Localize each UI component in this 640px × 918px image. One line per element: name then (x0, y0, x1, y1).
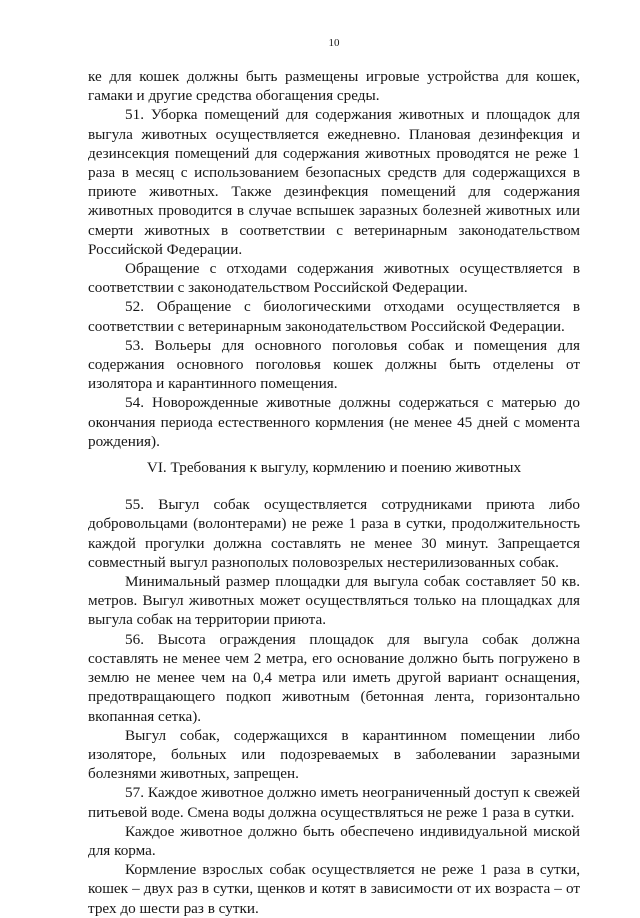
paragraph-item-57: 57. Каждое животное должно иметь неограниченный доступ к свежей питьевой воде. Смена воды должна осуществляться не реже 1 раза в сутки. (88, 784, 580, 821)
paragraph-quarantine-walk: Выгул собак, содержащихся в карантинном помещении либо изоляторе, больных или подозреваемых в заболевании заразными болезнями животных, запрещен. (88, 726, 580, 783)
paragraph-feeding-schedule: Кормление взрослых собак осуществляется не реже 1 раза в сутки, кошек – двух раз в сутки, щенков и котят в зависимости от их возраста – от трех до шести раз в сутки. (88, 861, 580, 917)
document-body (88, 67, 580, 918)
paragraph-item-54: 54. Новорожденные животные должны содержаться с матерью до окончания периода естественного кормления (не менее 45 дней с момента рождения). (88, 394, 580, 450)
paragraph-continuation: ке для кошек должны быть размещены игровые устройства для кошек, гамаки и другие средства обогащения среды. (88, 68, 580, 105)
paragraph-item-51: 51. Уборка помещений для содержания животных и площадок для выгула животных осуществляется ежедневно. Плановая дезинфекция и дезинсекция помещений для содержания животных проводятся не реже 1 раза в месяц с использованием безопасных средств для содержащихся в приюте животных. Также дезинфекция помещений для содержания животных проводится в случае вспышек заразных болезней животных или смерти животных в соответствии с ветеринарным законодательством Российской Федерации. (88, 106, 580, 258)
paragraph-item-55: 55. Выгул собак осуществляется сотрудниками приюта либо добровольцами (волонтерами) не реже 1 раза в сутки, продолжительность каждой прогулки должна составлять не менее 30 минут. Запрещается совместный выгул разнополых половозрелых нестерилизованных собак. (88, 496, 580, 571)
paragraph-item-56: 56. Высота ограждения площадок для выгула собак должна составлять не менее чем 2 метра, его основание должно быть погружено в землю не менее чем на 0,4 метра или иметь другой вариант оснащения, предотвращающего подкоп животным (бетонная лента, горизонтально вкопанная сетка). (88, 630, 580, 725)
paragraph-item-53: 53. Вольеры для основного поголовья собак и помещения для содержания основного поголовья кошек должны быть отделены от изолятора и карантинного помещения. (88, 336, 580, 393)
page-number: 10 (328, 37, 340, 49)
paragraph-waste-handling: Обращение с отходами содержания животных осуществляется в соответствии с законодательством Российской Федерации. (88, 260, 580, 297)
paragraph-feeding-bowl: Каждое животное должно быть обеспечено индивидуальной миской для корма. (88, 822, 580, 859)
paragraph-item-52: 52. Обращение с биологическими отходами осуществляется в соответствии с ветеринарным законодательством Российской Федерации. (88, 298, 580, 335)
section-heading: VI. Требования к выгулу, кормлению и поению животных (146, 459, 522, 477)
paragraph-min-area: Минимальный размер площадки для выгула собак составляет 50 кв. метров. Выгул животных может осуществляться только на площадках для выгула собак на территории приюта. (88, 573, 580, 629)
